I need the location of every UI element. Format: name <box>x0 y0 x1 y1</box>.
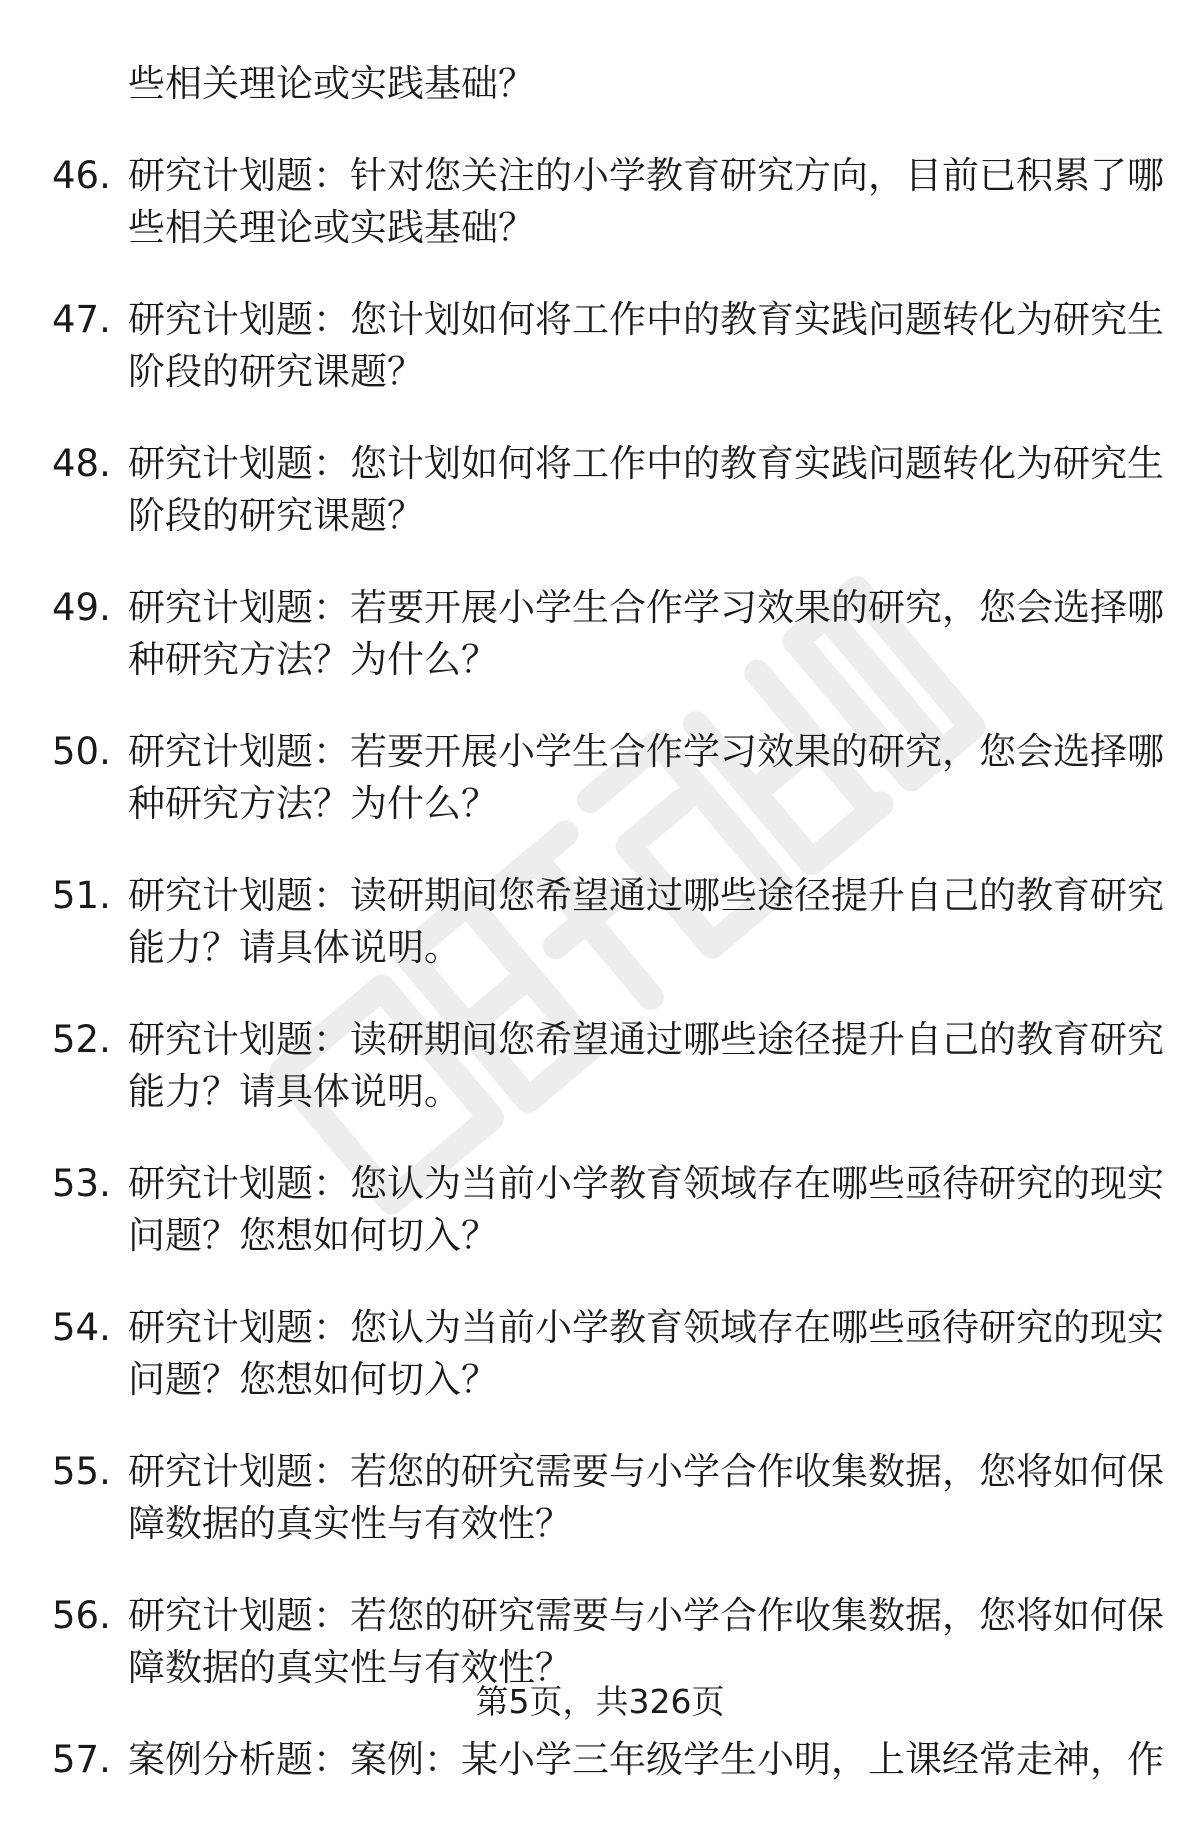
question-item-continuation <box>0 58 1200 110</box>
page-footer: 第5页，共326页 <box>475 1682 725 1721</box>
question-number: 49. <box>52 586 111 629</box>
question-line: 研究计划题：若要开展小学生合作学习效果的研究，您会选择哪 <box>128 586 1164 629</box>
question-line: 研究计划题：若要开展小学生合作学习效果的研究，您会选择哪 <box>128 730 1164 773</box>
question-item-51 <box>0 870 1200 974</box>
question-line: 种研究方法？为什么？ <box>128 782 498 825</box>
question-line: 能力？请具体说明。 <box>128 1070 461 1113</box>
question-line: 研究计划题：若您的研究需要与小学合作收集数据，您将如何保 <box>128 1594 1164 1637</box>
question-line: 研究计划题：您认为当前小学教育领域存在哪些亟待研究的现实 <box>128 1162 1164 1205</box>
question-line: 研究计划题：读研期间您希望通过哪些途径提升自己的教育研究 <box>128 874 1164 917</box>
question-number: 47. <box>52 298 111 341</box>
question-number: 48. <box>52 442 111 485</box>
question-line: 问题？您想如何切入？ <box>128 1358 498 1401</box>
question-number: 52. <box>52 1018 111 1061</box>
question-item-47 <box>0 294 1200 398</box>
question-line: 障数据的真实性与有效性？ <box>128 1646 572 1689</box>
question-number: 57. <box>52 1738 111 1781</box>
question-line: 研究计划题：若您的研究需要与小学合作收集数据，您将如何保 <box>128 1450 1164 1493</box>
question-item-48 <box>0 438 1200 542</box>
question-line: 问题？您想如何切入？ <box>128 1214 498 1257</box>
question-number: 55. <box>52 1450 111 1493</box>
question-line: 研究计划题：读研期间您希望通过哪些途径提升自己的教育研究 <box>128 1018 1164 1061</box>
question-item-53 <box>0 1158 1200 1262</box>
question-line: 阶段的研究课题？ <box>128 494 424 537</box>
question-item-57 <box>0 1734 1200 1786</box>
question-line: 障数据的真实性与有效性？ <box>128 1502 572 1545</box>
question-line: 研究计划题：您计划如何将工作中的教育实践问题转化为研究生 <box>128 442 1164 485</box>
question-number: 54. <box>52 1306 111 1349</box>
question-item-56 <box>0 1590 1200 1694</box>
question-line: 研究计划题：针对您关注的小学教育研究方向，目前已积累了哪 <box>128 154 1164 197</box>
question-line: 阶段的研究课题？ <box>128 350 424 393</box>
question-line: 能力？请具体说明。 <box>128 926 461 969</box>
question-line: 研究计划题：您认为当前小学教育领域存在哪些亟待研究的现实 <box>128 1306 1164 1349</box>
question-line: 研究计划题：您计划如何将工作中的教育实践问题转化为研究生 <box>128 298 1164 341</box>
question-number: 46. <box>52 154 111 197</box>
question-line: 些相关理论或实践基础？ <box>128 62 535 105</box>
question-line: 种研究方法？为什么？ <box>128 638 498 681</box>
question-item-49 <box>0 582 1200 686</box>
question-item-54 <box>0 1302 1200 1406</box>
question-item-46 <box>0 150 1200 254</box>
question-list <box>0 58 1200 1826</box>
question-number: 50. <box>52 730 111 773</box>
question-item-52 <box>0 1014 1200 1118</box>
question-item-55 <box>0 1446 1200 1550</box>
question-item-50 <box>0 726 1200 830</box>
question-number: 51. <box>52 874 111 917</box>
question-number: 56. <box>52 1594 111 1637</box>
question-line: 案例分析题：案例：某小学三年级学生小明，上课经常走神，作 <box>128 1738 1164 1781</box>
question-line: 些相关理论或实践基础？ <box>128 206 535 249</box>
question-number: 53. <box>52 1162 111 1205</box>
